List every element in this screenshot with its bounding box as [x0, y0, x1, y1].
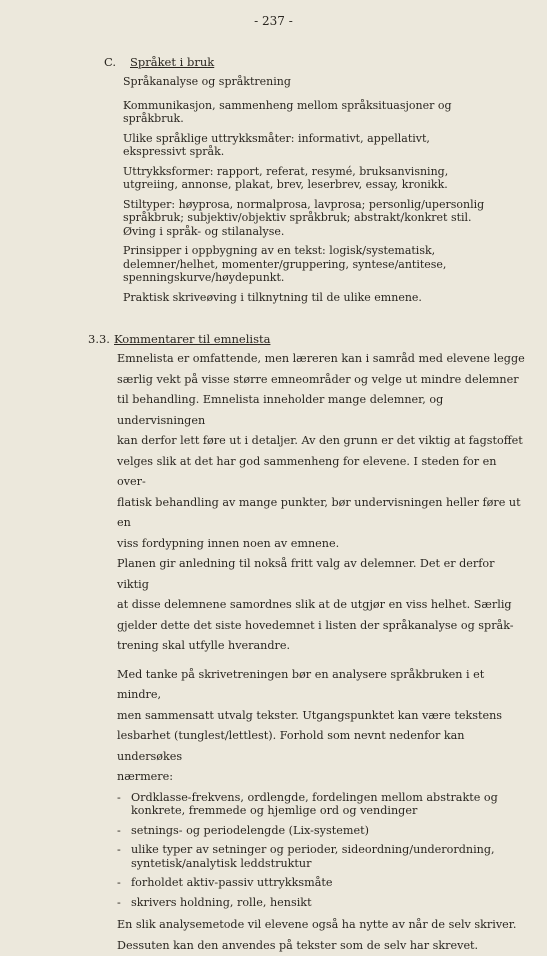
text-line: - ulike typer av setninger og perioder, sideordning/underordning, — [131, 843, 527, 857]
text-line: - Ordklasse-frekvens, ordlengde, fordelingen mellom abstrakte og — [131, 791, 527, 805]
text-line: språkbruk. — [123, 112, 523, 126]
text-line: spenningskurve/høydepunkt. — [123, 271, 523, 285]
section-c-paragraph — [123, 198, 523, 239]
text-line: syntetisk/analytisk leddstruktur — [131, 857, 527, 871]
closing-paragraph — [117, 915, 527, 956]
text-line: Prinsipper i oppbygning av en tekst: logisk/systematisk, — [123, 244, 523, 258]
text-line: utgreiing, annonse, plakat, brev, leserbrev, essay, kronikk. — [123, 178, 523, 192]
list-item — [117, 876, 527, 890]
text-line: - skrivers holdning, rolle, hensikt — [131, 896, 527, 910]
text-line: ekspressivt språk. — [123, 145, 523, 159]
text-line: Språkanalyse og språktrening — [123, 75, 523, 89]
text-line: Ulike språklige uttrykksmåter: informativt, appellativt, — [123, 132, 523, 146]
section-c-body — [123, 75, 523, 310]
text-line: språkbruk; subjektiv/objektiv språkbruk; abstrakt/konkret stil. — [123, 211, 523, 225]
section-c-paragraph — [123, 99, 523, 126]
text-line: Planen gir anledning til nokså fritt valg av delemner. Det er derfor viktig — [117, 554, 527, 595]
section-c-title: Språket i bruk — [130, 55, 214, 69]
text-line: Med tanke på skrivetreningen bør en analysere språkbruken i et mindre, — [117, 665, 527, 706]
text-line: Dessuten kan den anvendes på tekster som de selv har skrevet. — [117, 936, 527, 956]
section-33-paragraph — [117, 554, 527, 657]
text-line: kan derfor lett føre ut i detaljer. Av den grunn er det viktig at fagstoffet — [117, 431, 527, 452]
list-item — [117, 824, 527, 838]
text-line: flatisk behandling av mange punkter, bør undervisningen heller føre ut en — [117, 493, 527, 534]
text-line: - forholdet aktiv-passiv uttrykksmåte — [131, 876, 527, 890]
section-c-paragraph — [123, 244, 523, 285]
text-line: nærmere: — [117, 767, 527, 788]
text-line: Emnelista er omfattende, men læreren kan i samråd med elevene legge — [117, 349, 527, 370]
section-33-heading — [88, 332, 270, 346]
text-line: men sammensatt utvalg tekster. Utgangspunktet kan være tekstens — [117, 706, 527, 727]
section-33-title: Kommentarer til emnelista — [114, 332, 270, 346]
text-line: lesbarhet (tunglest/lettlest). Forhold som nevnt nedenfor kan undersøkes — [117, 726, 527, 767]
text-line: Uttrykksformer: rapport, referat, resymé, bruksanvisning, — [123, 165, 523, 179]
section-c-paragraph — [123, 132, 523, 159]
text-line: at disse delemnene samordnes slik at de utgjør en viss helhet. Særlig — [117, 595, 527, 616]
text-line: trening skal utfylle hverandre. — [117, 636, 527, 657]
section-33-paragraph — [117, 349, 527, 554]
text-line: velges slik at det har god sammenheng for elevene. I steden for en over- — [117, 452, 527, 493]
text-line: særlig vekt på visse større emneområder og velge ut mindre delemner — [117, 370, 527, 391]
text-line: gjelder dette det siste hovedemnet i listen der språkanalyse og språk- — [117, 616, 527, 637]
section-c-paragraph — [123, 75, 523, 89]
page-number: - 237 - — [0, 14, 547, 28]
text-line: En slik analysemetode vil elevene også ha nytte av når de selv skriver. — [117, 915, 527, 936]
text-line: konkrete, fremmede og hjemlige ord og vendinger — [131, 804, 527, 818]
text-line: Kommunikasjon, sammenheng mellom språksituasjoner og — [123, 99, 523, 113]
section-c-heading — [104, 55, 214, 69]
text-line: - setnings- og periodelengde (Lix-systemet) — [131, 824, 527, 838]
section-33-marker: 3.3. — [88, 332, 114, 346]
analysis-list — [117, 791, 527, 910]
section-33-body — [117, 349, 527, 956]
section-c-paragraph — [123, 291, 523, 305]
section-33-paragraph — [117, 665, 527, 788]
text-line: viss fordypning innen noen av emnene. — [117, 534, 527, 555]
section-c-marker: C. — [104, 55, 130, 69]
text-line: Stiltyper: høyprosa, normalprosa, lavprosa; personlig/upersonlig — [123, 198, 523, 212]
list-item — [117, 791, 527, 818]
text-line: Øving i språk- og stilanalyse. — [123, 225, 523, 239]
list-item — [117, 896, 527, 910]
text-line: delemner/helhet, momenter/gruppering, syntese/antitese, — [123, 258, 523, 272]
text-line: Praktisk skriveøving i tilknytning til de ulike emnene. — [123, 291, 523, 305]
section-c-paragraph — [123, 165, 523, 192]
list-item — [117, 843, 527, 870]
text-line: til behandling. Emnelista inneholder mange delemner, og undervisningen — [117, 390, 527, 431]
